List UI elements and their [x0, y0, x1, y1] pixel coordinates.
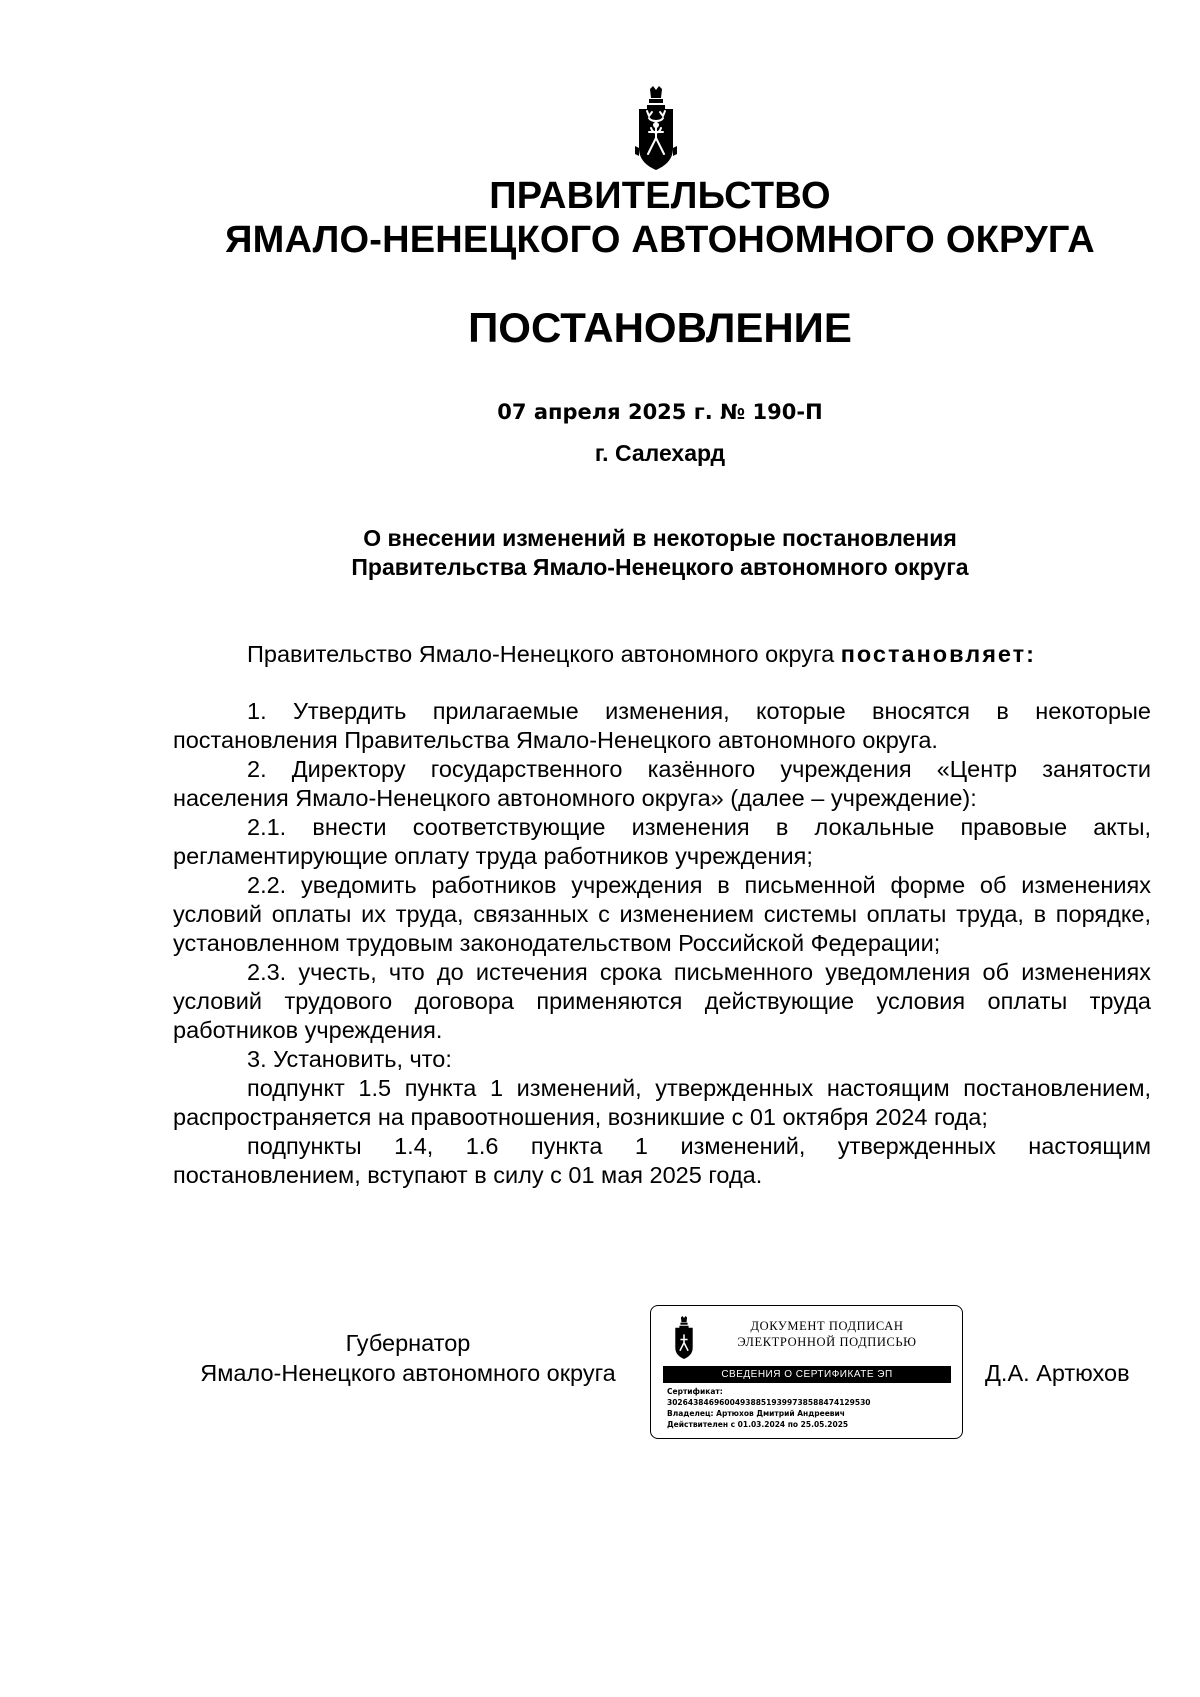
coat-of-arms-emblem [633, 86, 679, 172]
stamp-title-line2: ЭЛЕКТРОННОЙ ПОДПИСЬЮ [737, 1335, 917, 1349]
subject-line2: Правительства Ямало-Ненецкого автономного округа [351, 554, 969, 580]
paragraph-3: 3. Установить, что: [247, 1046, 452, 1072]
paragraph-2-2: 2.2. уведомить работников учреждения в письменной форме об изменениях условий оплаты их труда, связанных с изменением системы оплаты труда, в порядке, установленном трудовым законодательством Российской Федерации; [173, 872, 1151, 956]
signatory-position-line2: Ямало-Ненецкого автономного округа [200, 1360, 616, 1386]
paragraph-2: 2. Директору государственного казённого учреждения «Центр занятости населения Ямало-Ненецкого автономного округа» (далее – учреждение): [173, 756, 1151, 811]
paragraph-1: 1. Утвердить прилагаемые изменения, которые вносятся в некоторые постановления Правительства Ямало-Ненецкого автономного округа. [173, 698, 1151, 753]
decree-word: постановляет: [840, 641, 1036, 667]
stamp-certificate-info [667, 1386, 957, 1430]
paragraph-2-3: 2.3. учесть, что до истечения срока письменного уведомления об изменениях условий трудового договора применяются действующие условия оплаты труда работников учреждения. [173, 959, 1151, 1043]
document-body [173, 697, 1151, 1190]
document-place: г. Салехард [594, 440, 726, 466]
subject-line1: О внесении изменений в некоторые постановления [363, 525, 957, 551]
stamp-title [709, 1318, 945, 1350]
document-date-number: 07 апреля 2025 г. № 190-П [497, 400, 823, 424]
paragraph-3-b: подпункты 1.4, 1.6 пункта 1 изменений, утвержденных настоящим постановлением, вступают в силу с 01 мая 2025 года. [173, 1133, 1151, 1188]
stamp-emblem-icon [671, 1316, 697, 1360]
intro-paragraph [173, 640, 1151, 669]
stamp-validity: Действителен с 01.03.2024 по 25.05.2025 [667, 1420, 849, 1429]
paragraph-2-1: 2.1. внести соответствующие изменения в локальные правовые акты, регламентирующие оплату труда работников учреждения; [173, 814, 1151, 869]
signatory-position [173, 1328, 643, 1388]
government-title-line2: ЯМАЛО-НЕНЕЦКОГО АВТОНОМНОГО ОКРУГА [225, 219, 1095, 261]
document-type-heading: ПОСТАНОВЛЕНИЕ [468, 304, 852, 351]
signatory-position-line1: Губернатор [345, 1330, 471, 1356]
government-title-line1: ПРАВИТЕЛЬСТВО [489, 175, 831, 217]
government-title [0, 174, 1200, 262]
document-subject [0, 524, 1200, 582]
stamp-certificate-bar: СВЕДЕНИЯ О СЕРТИФИКАТЕ ЭП [663, 1366, 951, 1383]
stamp-title-line1: ДОКУМЕНТ ПОДПИСАН [750, 1319, 904, 1333]
intro-text: Правительство Ямало-Ненецкого автономного округа [247, 641, 835, 667]
stamp-certificate-label: Сертификат: [667, 1387, 723, 1396]
electronic-signature-stamp [650, 1305, 963, 1439]
stamp-owner: Владелец: Артюхов Дмитрий Андреевич [667, 1409, 845, 1418]
stamp-certificate-number: 302643846960049388519399738588474129530 [667, 1398, 871, 1407]
paragraph-3-a: подпункт 1.5 пункта 1 изменений, утвержденных настоящим постановлением, распространяется на правоотношения, возникшие с 01 октября 2024 года; [173, 1075, 1151, 1130]
signatory-name: Д.А. Артюхов [985, 1360, 1130, 1386]
